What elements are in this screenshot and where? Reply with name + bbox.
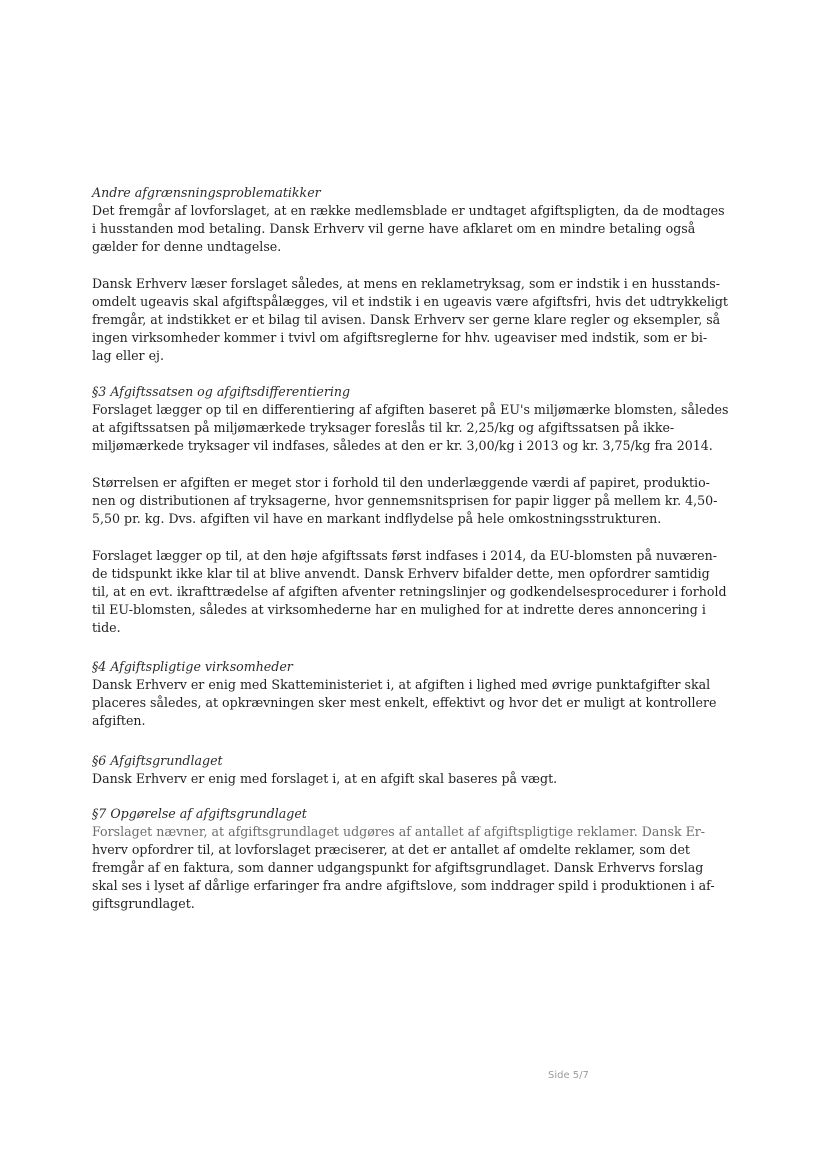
section-paragraph-4	[92, 658, 717, 730]
paragraph-block	[92, 275, 728, 365]
paragraph-line: afgiften.	[92, 713, 146, 728]
page-number: Side 5/7	[548, 1070, 589, 1081]
paragraph-line: giftsgrundlaget.	[92, 896, 195, 911]
paragraph-line: Dansk Erhverv læser forslaget således, at mens en reklametryksag, som er indstik i en husstands-	[92, 276, 720, 291]
section-heading: §4 Afgiftspligtige virksomheder	[92, 659, 293, 674]
paragraph-line: fremgår af en faktura, som danner udgangspunkt for afgiftsgrundlaget. Dansk Erhvervs forslag	[92, 860, 704, 875]
paragraph-line: Dansk Erhverv er enig med Skatteministeriet i, at afgiften i lighed med øvrige punktafgifter skal	[92, 677, 711, 692]
paragraph-line: i husstanden mod betaling. Dansk Erhverv vil gerne have afklaret om en mindre betaling også	[92, 221, 696, 236]
section-paragraph-6	[92, 752, 692, 788]
section-andre-afgraensning	[92, 184, 725, 256]
paragraph-line: Forslaget lægger op til en differentiering af afgiften baseret på EU's miljømærke blomsten, således	[92, 402, 729, 417]
paragraph-block	[92, 547, 727, 637]
paragraph-line: placeres således, at opkrævningen sker mest enkelt, effektivt og hvor det er muligt at kontrollere	[92, 695, 717, 710]
paragraph-line: gælder for denne undtagelse.	[92, 239, 282, 254]
paragraph-block	[92, 474, 718, 528]
paragraph-line: 5,50 pr. kg. Dvs. afgiften vil have en markant indflydelse på hele omkostningsstrukturen.	[92, 511, 662, 526]
paragraph-line: Forslaget nævner, at afgiftsgrundlaget udgøres af antallet af afgiftspligtige reklamer. Dansk Er-	[92, 824, 706, 839]
paragraph-line: Det fremgår af lovforslaget, at en række medlemsblade er undtaget afgiftspligten, da de modtages	[92, 203, 725, 218]
paragraph-line: hverv opfordrer til, at lovforslaget præciserer, at det er antallet af omdelte reklamer, som det	[92, 842, 690, 857]
paragraph-line: til EU-blomsten, således at virksomhederne har en mulighed for at indrette deres annoncering i	[92, 602, 706, 617]
paragraph-line: tide.	[92, 620, 121, 635]
paragraph-line: Størrelsen er afgiften er meget stor i forhold til den underlæggende værdi af papiret, produktio-	[92, 475, 710, 490]
paragraph-line: Forslaget lægger op til, at den høje afgiftssats først indfases i 2014, da EU-blomsten på nuværen-	[92, 548, 717, 563]
paragraph-line: nen og distributionen af tryksagerne, hvor gennemsnitsprisen for papir ligger på mellem kr. 4,50-	[92, 493, 718, 508]
section-paragraph-3	[92, 383, 729, 455]
paragraph-line: fremgår, at indstikket er et bilag til avisen. Dansk Erhverv ser gerne klare regler og eksempler, så	[92, 312, 721, 327]
section-heading: Andre afgrænsningsproblematikker	[92, 185, 321, 200]
section-paragraph-7	[92, 805, 715, 913]
paragraph-line: omdelt ugeavis skal afgiftspålægges, vil et indstik i en ugeavis være afgiftsfri, hvis det udtrykkeligt	[92, 294, 728, 309]
section-heading: §3 Afgiftssatsen og afgiftsdifferentiering	[92, 384, 351, 399]
paragraph-line: de tidspunkt ikke klar til at blive anvendt. Dansk Erhverv bifalder dette, men opfordrer samtidig	[92, 566, 710, 581]
paragraph-line: at afgiftssatsen på miljømærkede tryksager foreslås til kr. 2,25/kg og afgiftssatsen på ikke-	[92, 420, 675, 435]
paragraph-line: miljømærkede tryksager vil indfases, således at den er kr. 3,00/kg i 2013 og kr. 3,75/kg fra 2014.	[92, 438, 713, 453]
paragraph-line: ingen virksomheder kommer i tvivl om afgiftsreglerne for hhv. ugeaviser med indstik, som er bi-	[92, 330, 708, 345]
paragraph-line: Dansk Erhverv er enig med forslaget i, at en afgift skal baseres på vægt.	[92, 771, 558, 786]
paragraph-line: skal ses i lyset af dårlige erfaringer fra andre afgiftslove, som inddrager spild i produktionen i af-	[92, 878, 715, 893]
section-heading: §7 Opgørelse af afgiftsgrundlaget	[92, 806, 307, 821]
paragraph-line: lag eller ej.	[92, 348, 164, 363]
section-heading: §6 Afgiftsgrundlaget	[92, 753, 223, 768]
paragraph-line: til, at en evt. ikrafttrædelse af afgiften afventer retningslinjer og godkendelsesprocedurer i forhold	[92, 584, 727, 599]
